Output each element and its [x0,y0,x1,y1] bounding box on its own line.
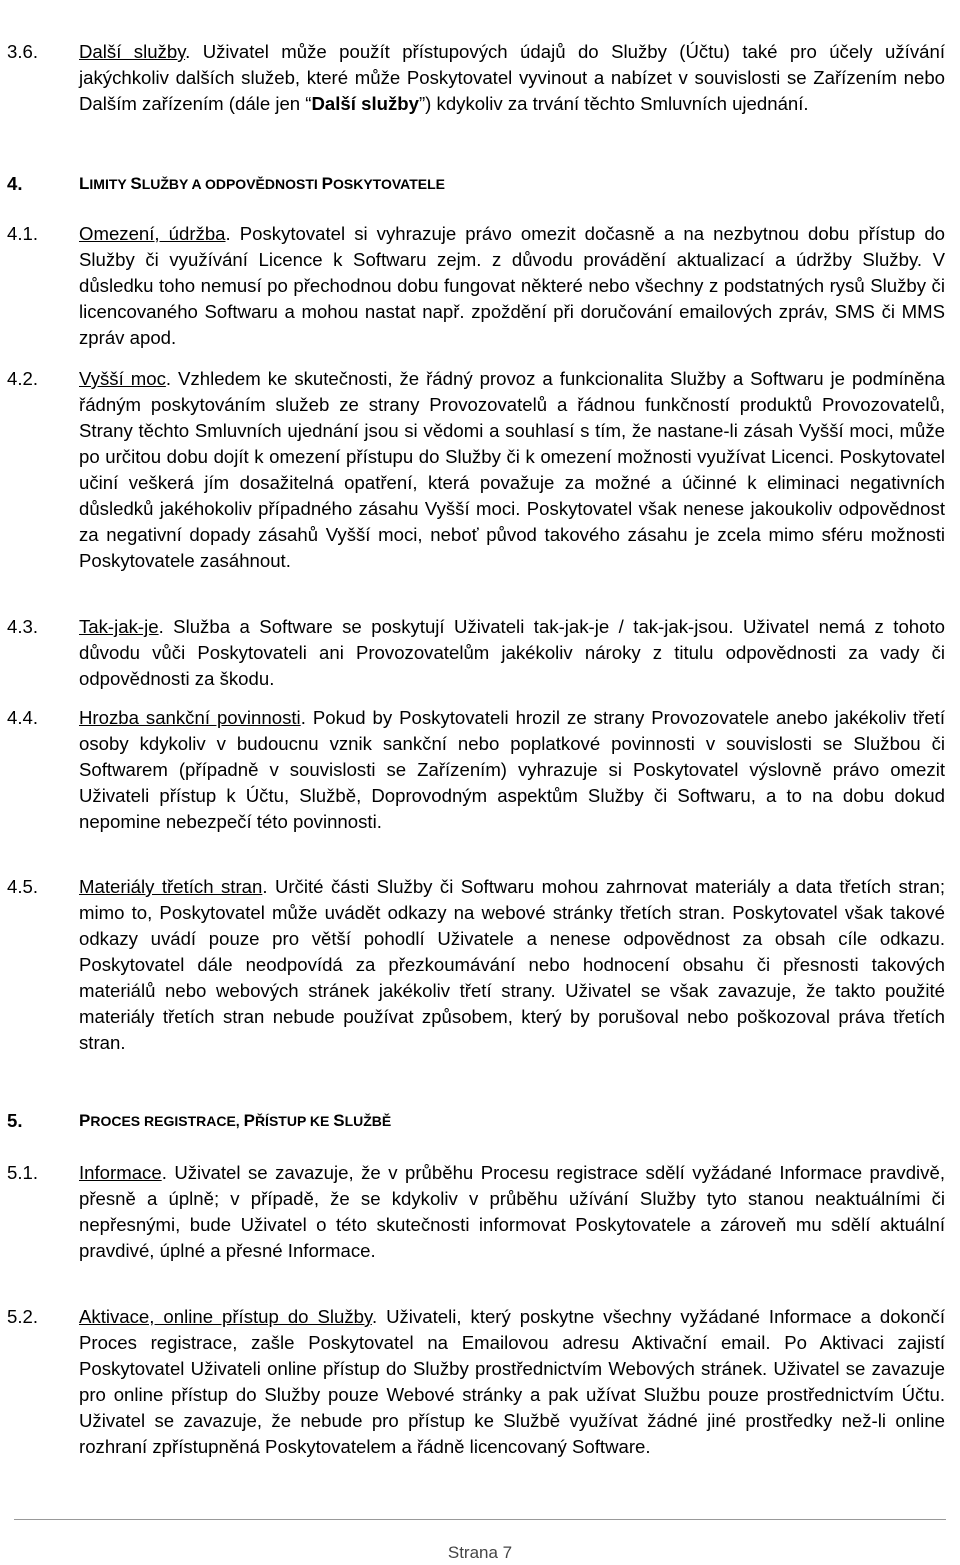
clause-title: Aktivace, online přístup do Služby [79,1306,372,1327]
clause-3-6 [0,39,945,117]
clause-number: 4.2. [7,368,39,389]
clause-body [79,1304,945,1460]
clause-body [79,1160,945,1264]
clause-text: . Uživatel se zavazuje, že v průběhu Procesu registrace sdělí vyžádané Informace pravdivě, přesně a úplně; v případě, že se kdykoliv v průběhu užívání Služby tyto stanou neaktuálními či nepřesnými, bude Uživatel o této skutečnosti informovat Poskytovatele a zároveň mu sdělí aktuální pravdivé, úplné a přesné Informace. [79,1162,945,1261]
clause-body [79,874,945,1056]
section-heading-5 [0,1108,945,1135]
clause-text: . Služba a Software se poskytují Uživateli tak-jak-je / tak-jak-jsou. Uživatel nemá z tohoto důvodu vůči Poskytovateli ani Provozovatelům jakékoliv nároky z titulu odpovědnosti za vady či odpovědnosti za škodu. [79,616,945,689]
heading-number: 4. [7,173,23,194]
clause-number: 4.3. [7,616,39,637]
clause-number: 4.5. [7,876,39,897]
heading-number: 5. [7,1110,23,1131]
clause-text-end: ”) kdykoliv za trvání těchto Smluvních ujednání. [418,93,809,114]
clause-5-1 [0,1160,945,1264]
footer-divider [14,1519,946,1520]
clause-body [79,221,945,351]
clause-title: Omezení, údržba [79,223,226,244]
clause-text: . Určité části Služby či Softwaru mohou zahrnovat materiály a data třetích stran; mimo to, Poskytovatel může uvádět odkazy na webové stránky třetích stran. Poskytovatel však takové odkazy uvádí pouze pro větší pohodlí Uživatele a nenese odpovědnost za obsah cíle odkazu. Poskytovatel dále neodpovídá za přezkoumávání nebo hodnocení obsahu či přesnosti takových materiálů nebo webových stránek jakékoliv třetí strany. Uživatel se však zavazuje, že takto použité materiály třetích stran nebude používat způsobem, který by porušoval nebo poškozoval práva třetích stran. [79,876,945,1053]
clause-number: 4.1. [7,223,39,244]
clause-text: . Poskytovatel si vyhrazuje právo omezit dočasně a na nezbytnou dobu přístup do Služby či využívání Licence k Softwaru zejm. z důvodu provádění aktualizací a údržby Služby. V důsledku toho nemusí po přechodnou dobu fungovat některé nebo všechny z podstatných rysů Služby či licencovaného Softwaru a mohou nastat např. zpoždění při doručování emailových zpráv, SMS či MMS zpráv apod. [79,223,946,348]
heading-title: PROCES REGISTRACE, PŘÍSTUP KE SLUŽBĚ [79,1111,392,1130]
clause-body [79,614,945,692]
clause-title: Další služby [79,41,186,62]
clause-text: . Uživateli, který poskytne všechny vyžádané Informace a dokončí Proces registrace, zašle Poskytovatel na Emailovou adresu Aktivační email. Po Aktivaci zajistí Poskytovatel Uživateli online přístup do Služby prostřednictvím Webových stránek. Uživatel se zavazuje pro online přístup do Služby pouze Webové stránky a pak užívat Službu pouze prostřednictvím Účtu. Uživatel se zavazuje, že nebude pro přístup ke Službě využívat žádné jiné prostředky než-li online rozhraní zpřístupněná Poskytovatelem a řádně licencovaný Software. [79,1306,946,1457]
clause-text: . Uživatel může použít přístupových údajů do Služby (Účtu) také pro účely užívání jakýchkoliv dalších služeb, které může Poskytovatel vyvinout a nabízet v souvislosti se Zařízením nebo Dalším zařízením (dále jen “ [79,41,945,114]
clause-4-1 [0,221,945,351]
clause-number: 3.6. [7,41,39,62]
clause-title: Vyšší moc [79,368,166,389]
clause-title: Tak-jak-je [79,616,159,637]
clause-4-4 [0,705,945,835]
clause-body [79,705,945,835]
clause-number: 5.1. [7,1162,39,1183]
clause-4-3 [0,614,945,692]
clause-body [79,366,945,574]
page-number: Strana 7 [447,1543,513,1562]
defined-term: Další služby [311,93,419,114]
clause-number: 5.2. [7,1306,39,1327]
clause-4-5 [0,874,945,1056]
clause-title: Informace [79,1162,162,1183]
clause-title: Materiály třetích stran [79,876,263,897]
clause-text: . Pokud by Poskytovateli hrozil ze strany Provozovatele anebo jakékoliv třetí osoby kdykoliv v budoucnu vznik sankční nebo poplatkové povinnosti v souvislosti se Službou či Softwarem (případně v souvislosti se Zařízením) vyhrazuje si Poskytovatel výslovně právo omezit Uživateli přístup k Účtu, Službě, Doprovodným aspektům Služby či Softwaru, a to na dobu dokud nepomine nebezpečí této povinnosti. [79,707,945,832]
clause-5-2 [0,1304,945,1460]
clause-title: Hrozba sankční povinnosti [79,707,301,728]
clause-number: 4.4. [7,707,39,728]
clause-text: . Vzhledem ke skutečnosti, že řádný provoz a funkcionalita Služby a Softwaru je podmíněna řádným poskytováním služeb ze strany Provozovatelů a řádnou funkčností produktů Provozovatelů, Strany těchto Smluvních ujednání jsou si vědomi a souhlasí s tím, že nastane-li zásah Vyšší moci, může po určitou dobu dojít k omezení přístupu do Služby či k omezení možnosti využívat Licenci. Poskytovatel učiní veškerá jím dosažitelná opatření, která považuje za možné a účinné k eliminaci negativních důsledků jakéhokoliv případného zásahu Vyšší moci. Poskytovatel však nenese jakoukoliv odpovědnost za negativní dopady zásahů Vyšší moci, neboť původ takového zásahu je zcela mimo sféru možnosti Poskytovatele zasáhnout. [79,368,946,571]
clause-4-2 [0,366,945,574]
clause-body [79,39,945,117]
heading-title: LIMITY SLUŽBY A ODPOVĚDNOSTI POSKYTOVATELE [79,174,446,193]
section-heading-4 [0,171,945,198]
